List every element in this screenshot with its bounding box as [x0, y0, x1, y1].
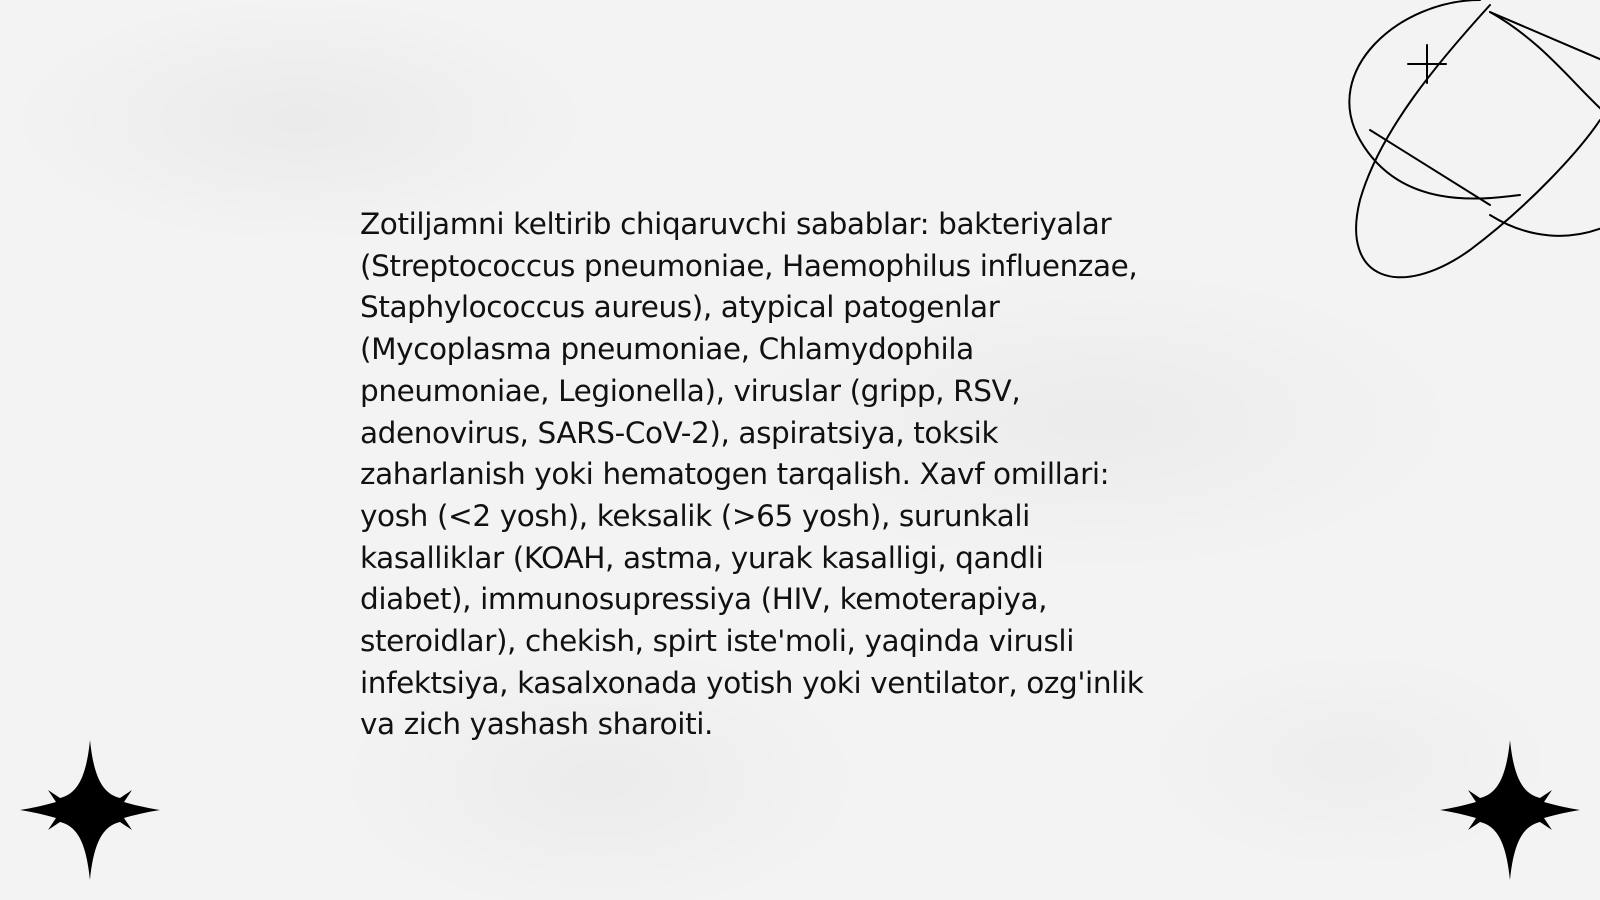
body-paragraph: Zotiljamni keltirib chiqaruvchi sabablar: bakteriyalar (Streptococcus pneumoniae, Haemophilus influenzae, Staphylococcus aureus), atypical patogenlar (Mycoplasma pneumoniae, Chlamydophila pneumoniae, Legionella), viruslar (gripp, RSV, adenovirus, SARS-CoV-2), aspiratsiya, toksik zaharlanish yoki hematogen tarqalish. Xavf omillari: yosh (<2 yosh), keksalik (>65 yosh), surunkali kasalliklar (KOAH, astma, yurak kasalligi, qandli diabet), immunosupressiya (HIV, kemoterapiya, steroidlar), chekish, spirt iste'moli, yaqinda virusli infektsiya, kasalxonada yotish yoki ventilator, ozg'inlik va zich yashash sharoiti.	[360, 207, 1144, 742]
four-point-star-icon	[20, 740, 160, 880]
orbit-lines-icon	[1340, 0, 1600, 290]
sparkle-icon	[1408, 45, 1446, 83]
four-point-star-icon	[1440, 740, 1580, 880]
